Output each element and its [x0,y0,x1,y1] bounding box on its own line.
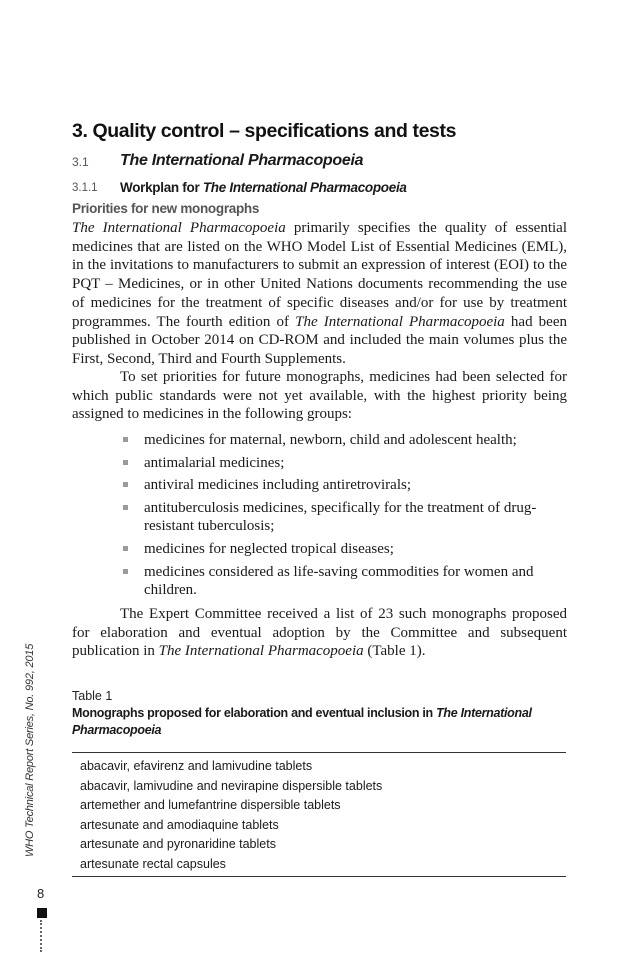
table-label: Table 1 [72,689,113,703]
table-row: artesunate and pyronaridine tablets [80,837,276,851]
series-footer: WHO Technical Report Series, No. 992, 2015 [24,643,36,857]
table-bottom-rule [72,876,566,877]
paragraph-intro-text-b: had been published in October 2014 on CD-ROM and included the main volumes plus the First, Second, Third and Fourth Supplements. [72,313,567,367]
section-number: 3.1 [72,155,89,169]
monographs-table [80,757,560,874]
page-marker [37,908,47,918]
list-item-text: medicines considered as life-saving commodities for women and children. [144,563,534,599]
list-item [120,499,560,536]
paragraph-intro [72,219,567,369]
page-number: 8 [37,886,45,901]
table-caption [72,705,567,739]
priorities-subheading: Priorities for new monographs [72,201,260,216]
list-item-text: antituberculosis medicines, specifically for the treatment of drug-resistant tuberculosis; [144,499,537,535]
list-item [120,476,560,495]
section-title: The International Pharmacopoeia [120,152,364,169]
table-caption-italic: The International Pharmacopoeia [72,706,532,737]
bullet-icon [123,437,128,442]
paragraph-committee-text-a: The Expert Committee received a list of 23 such monographs proposed for elaboration and eventual adoption by the Committee and subsequent publication in [72,606,567,660]
table-caption-plain: Monographs proposed for elaboration and eventual inclusion in [72,706,437,720]
bullet-icon [123,505,128,510]
table-top-rule [72,752,566,753]
subsection-title [120,180,407,195]
subsection-title-prefix: Workplan for [120,180,203,195]
paragraph-priorities: To set priorities for future monographs, medicines had been selected for which public standards were not yet available, with the highest priority being assigned to medicines in the following groups: [72,369,567,423]
subsection-number: 3.1.1 [72,182,98,194]
paragraph-committee-text-b: (Table 1). [363,643,426,660]
list-item [120,563,560,600]
subsection-title-italic: The International Pharmacopoeia [202,180,407,195]
list-item-text: medicines for neglected tropical diseases; [144,541,394,558]
bullet-icon [123,546,128,551]
list-item-text: antiviral medicines including antiretrovirals; [144,477,412,494]
list-item-text: antimalarial medicines; [144,454,285,471]
paragraph-intro-lead: The International Pharmacopoeia [72,220,286,236]
paragraph-committee-italic: The International Pharmacopoeia [158,643,364,660]
table-row: artesunate rectal capsules [80,856,226,871]
list-item [120,431,560,450]
paragraph-intro-italic: The International Pharmacopoeia [295,313,505,330]
table-row: artesunate and amodiaquine tablets [80,817,279,832]
chapter-heading: 3. Quality control – specifications and tests [72,120,457,142]
paragraph-expert-committee [72,605,567,661]
bullet-icon [123,569,128,574]
paragraph-intro-text-a: primarily specifies the quality of essential medicines that are listed on the WHO Model List of Essential Medicines (EML), in the invitations to manufacturers to submit an expression of interest (EOI) to the PQT – Medicines, or in other United Nations documents recommending the use of medicines for the treatment of specific diseases and/or for use by treatment programmes. The fourth edition of [72,220,567,330]
list-item [120,540,560,559]
table-row: abacavir, lamivudine and nevirapine dispersible tablets [80,778,383,793]
bullet-icon [123,482,128,487]
bullet-icon [123,460,128,465]
dotted-divider [40,920,44,952]
list-item [120,454,560,473]
table-row: abacavir, efavirenz and lamivudine tablets [80,759,313,773]
list-item-text: medicines for maternal, newborn, child and adolescent health; [144,432,517,448]
priority-groups-list [120,431,560,604]
table-row: artemether and lumefantrine dispersible tablets [80,798,341,812]
